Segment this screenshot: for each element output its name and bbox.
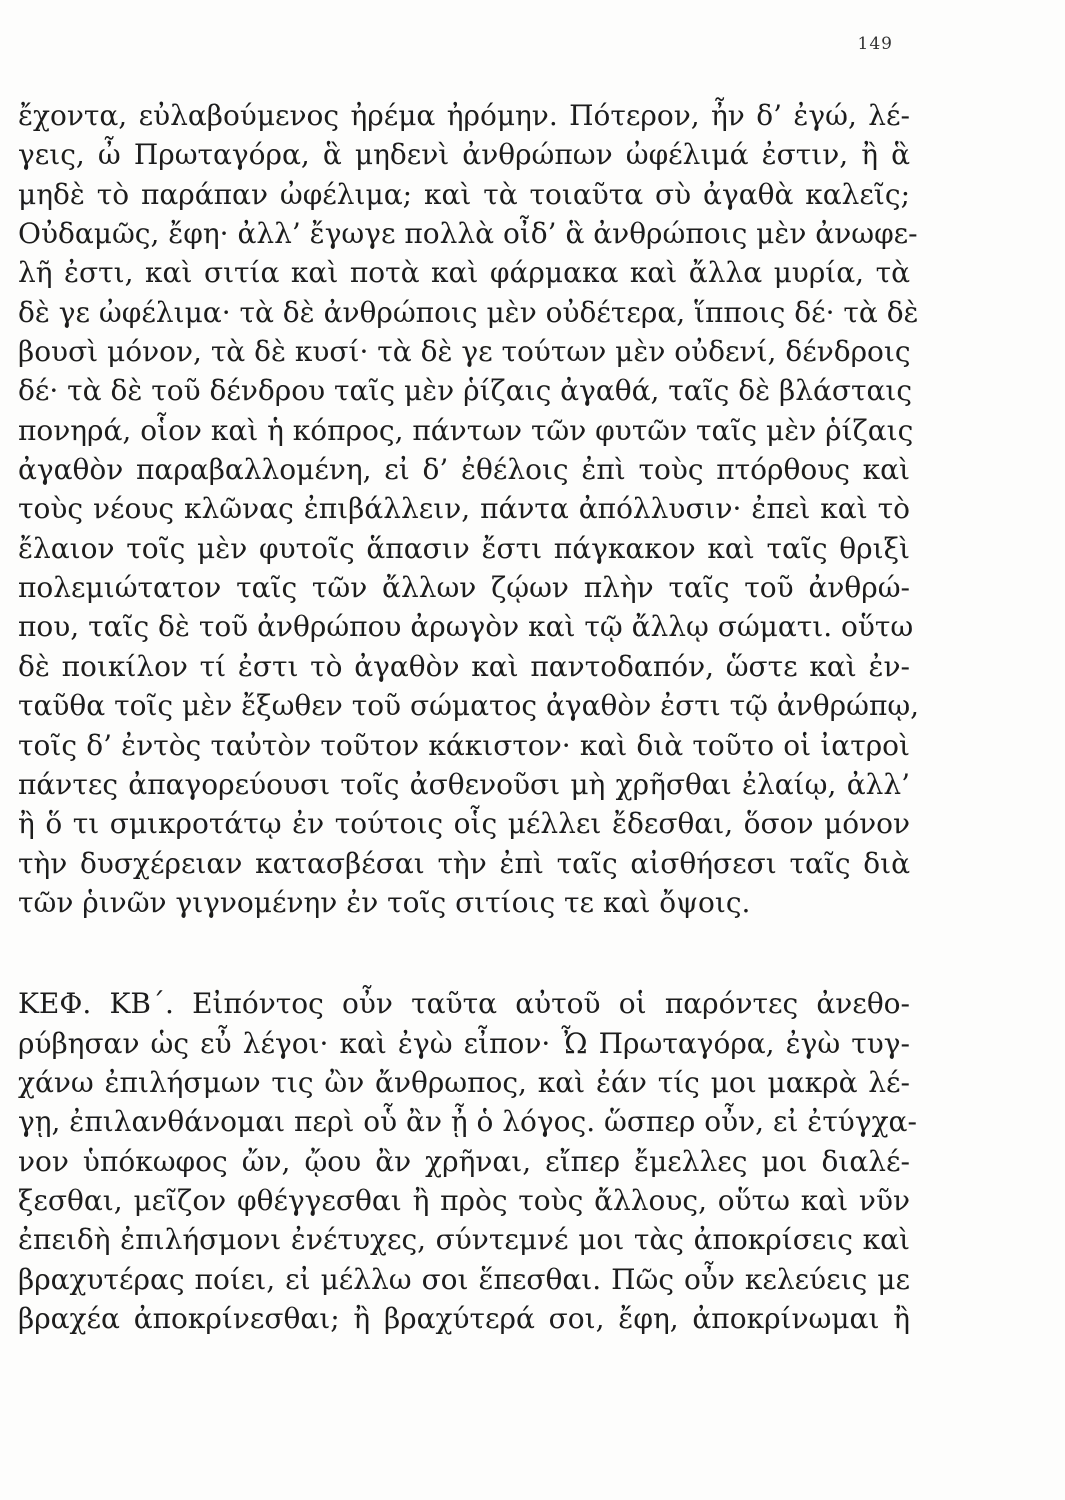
text-line: χάνω ἐπιλήσμων τις ὢν ἄνθρωπος, καὶ ἐάν τίς μοι μακρὰ λέ- <box>18 1065 910 1099</box>
chapter-heading-line: ΚΕΦ. ΚΒ΄. Εἰπόντος οὖν ταῦτα αὐτοῦ οἱ παρόντες ἀνεθο- <box>18 987 910 1021</box>
text-line: γεις, ὦ Πρωταγόρα, ἃ μηδενὶ ἀνθρώπων ὠφέλιμά ἐστιν, ἢ ἃ <box>18 138 910 172</box>
text-line: ρύβησαν ὡς εὖ λέγοι· καὶ ἐγὼ εἶπον· Ὦ Πρωταγόρα, ἐγὼ τυγ- <box>18 1026 910 1060</box>
text-line: τοῖς δ’ ἐντὸς ταὐτὸν τοῦτον κάκιστον· καὶ διὰ τοῦτο οἱ ἰατροὶ <box>18 728 910 762</box>
page-number: 149 <box>857 34 893 54</box>
text-line: τῶν ῥινῶν γιγνομένην ἐν τοῖς σιτίοις τε καὶ ὄψοις. <box>18 885 751 919</box>
text-line: πονηρά, οἷον καὶ ἡ κόπρος, πάντων τῶν φυτῶν ταῖς μὲν ῥίζαις <box>18 413 914 447</box>
paragraph-gap <box>18 922 910 984</box>
text-line: ξεσθαι, μεῖζον φθέγγεσθαι ἢ πρὸς τοὺς ἄλλους, οὕτω καὶ νῦν <box>18 1183 910 1217</box>
text-line: μηδὲ τὸ παράπαν ὠφέλιμα; καὶ τὰ τοιαῦτα σὺ ἀγαθὰ καλεῖς; <box>18 177 910 211</box>
text-line: τοὺς νέους κλῶνας ἐπιβάλλειν, πάντα ἀπόλλυσιν· ἐπεὶ καὶ τὸ <box>18 492 910 526</box>
text-line: ἢ ὅ τι σμικροτάτῳ ἐν τούτοις οἷς μέλλει ἔδεσθαι, ὅσον μόνον <box>18 807 910 841</box>
text-line: δὲ ποικίλον τί ἐστι τὸ ἀγαθὸν καὶ παντοδαπόν, ὥστε καὶ ἐν- <box>18 649 910 683</box>
text-line: ἔλαιον τοῖς μὲν φυτοῖς ἅπασιν ἔστι πάγκακον καὶ ταῖς θριξὶ <box>18 531 910 565</box>
text-line: ἀγαθὸν παραβαλλομένη, εἰ δ’ ἐθέλοις ἐπὶ τοὺς πτόρθους καὶ <box>18 453 910 487</box>
text-line: που, ταῖς δὲ τοῦ ἀνθρώπου ἀρωγὸν καὶ τῷ ἄλλῳ σώματι. οὕτω <box>18 610 914 644</box>
text-line: γῃ, ἐπιλανθάνομαι περὶ οὗ ἂν ᾖ ὁ λόγος. ὥσπερ οὖν, εἰ ἐτύγχα- <box>18 1105 917 1139</box>
text-line: δὲ γε ὠφέλιμα· τὰ δὲ ἀνθρώποις μὲν οὐδέτερα, ἵπποις δέ· τὰ δὲ <box>18 295 919 329</box>
text-line: πάντες ἀπαγορεύουσι τοῖς ἀσθενοῦσι μὴ χρῆσθαι ἐλαίῳ, ἀλλ’ <box>18 767 910 801</box>
paragraph-2 <box>18 984 917 1338</box>
text-line: βραχυτέρας ποίει, εἰ μέλλω σοι ἕπεσθαι. Πῶς οὖν κελεύεις με <box>18 1262 910 1296</box>
text-line: λῆ ἐστι, καὶ σιτία καὶ ποτὰ καὶ φάρμακα καὶ ἄλλα μυρία, τὰ <box>18 256 910 290</box>
text-line: τὴν δυσχέρειαν κατασβέσαι τὴν ἐπὶ ταῖς αἰσθήσεσι ταῖς διὰ <box>18 846 910 880</box>
text-line: ἐπειδὴ ἐπιλήσμονι ἐνέτυχες, σύντεμνέ μοι τὰς ἀποκρίσεις καὶ <box>18 1223 910 1257</box>
text-line: βραχέα ἀποκρίνεσθαι; ἢ βραχύτερά σοι, ἔφη, ἀποκρίνωμαι ἢ <box>18 1301 910 1335</box>
text-line: πολεμιώτατον ταῖς τῶν ἄλλων ζῴων πλὴν ταῖς τοῦ ἀνθρώ- <box>18 571 910 605</box>
text-line: ἔχοντα, εὐλαβούμενος ἠρέμα ἠρόμην. Πότερον, ἦν δ’ ἐγώ, λέ- <box>18 99 910 132</box>
text-line: νον ὑπόκωφος ὤν, ᾤου ἂν χρῆναι, εἴπερ ἔμελλες μοι διαλέ- <box>18 1144 910 1178</box>
text-line: δέ· τὰ δὲ τοῦ δένδρου ταῖς μὲν ῥίζαις ἀγαθά, ταῖς δὲ βλάσταις <box>18 374 913 408</box>
text-line: Οὐδαμῶς, ἔφη· ἀλλ’ ἔγωγε πολλὰ οἶδ’ ἃ ἀνθρώποις μὲν ἀνωφε- <box>18 217 918 251</box>
text-block <box>18 96 920 1338</box>
text-line: ταῦθα τοῖς μὲν ἔξωθεν τοῦ σώματος ἀγαθὸν ἐστι τῷ ἀνθρώπῳ, <box>18 689 920 723</box>
paragraph-1 <box>18 96 920 922</box>
text-line: βουσὶ μόνον, τὰ δὲ κυσί· τὰ δὲ γε τούτων μὲν οὐδενί, δένδροις <box>18 335 911 369</box>
